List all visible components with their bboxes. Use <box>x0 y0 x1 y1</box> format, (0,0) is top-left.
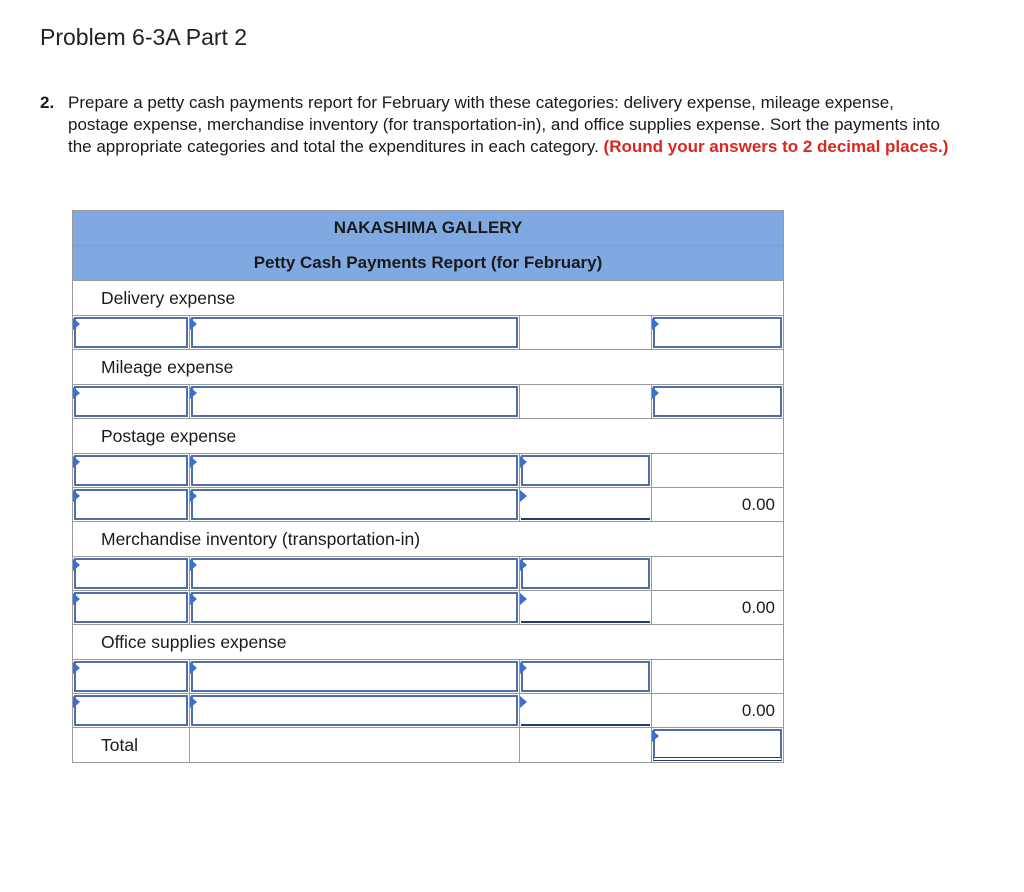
delivery-date-input[interactable] <box>73 316 190 350</box>
category-postage: Postage expense <box>73 419 784 454</box>
category-merchandise: Merchandise inventory (transportation-in) <box>73 522 784 557</box>
mileage-desc-input[interactable] <box>190 385 520 419</box>
office-date-input-2[interactable] <box>73 694 190 728</box>
office-desc-input-1[interactable] <box>190 660 520 694</box>
merch-desc-input-1[interactable] <box>190 557 520 591</box>
dropdown-arrow-icon <box>652 318 659 330</box>
postage-date-input-1[interactable] <box>73 454 190 488</box>
postage-amount-input-1[interactable] <box>520 454 652 488</box>
dropdown-arrow-icon <box>73 387 80 399</box>
office-date-input-1[interactable] <box>73 660 190 694</box>
merch-amount-input-1[interactable] <box>520 557 652 591</box>
office-subtotal: 0.00 <box>652 694 784 728</box>
office-desc-input-2[interactable] <box>190 694 520 728</box>
dropdown-arrow-icon <box>190 387 197 399</box>
category-delivery: Delivery expense <box>73 281 784 316</box>
delivery-desc-input[interactable] <box>190 316 520 350</box>
postage-date-input-2[interactable] <box>73 488 190 522</box>
delivery-blank-cell <box>520 316 652 350</box>
dropdown-arrow-icon <box>73 593 80 605</box>
dropdown-arrow-icon <box>190 662 197 674</box>
merch-blank-cell <box>652 557 784 591</box>
dropdown-arrow-icon <box>520 490 527 502</box>
dropdown-arrow-icon <box>190 318 197 330</box>
dropdown-arrow-icon <box>520 593 527 605</box>
company-name: NAKASHIMA GALLERY <box>73 211 784 246</box>
merch-desc-input-2[interactable] <box>190 591 520 625</box>
office-amount-input-2[interactable] <box>520 694 652 728</box>
dropdown-arrow-icon <box>520 696 527 708</box>
dropdown-arrow-icon <box>190 456 197 468</box>
merch-date-input-1[interactable] <box>73 557 190 591</box>
dropdown-arrow-icon <box>520 662 527 674</box>
mileage-date-input[interactable] <box>73 385 190 419</box>
dropdown-arrow-icon <box>73 490 80 502</box>
mileage-total-input[interactable] <box>652 385 784 419</box>
total-label: Total <box>73 728 190 763</box>
instruction-number: 2. <box>40 93 55 112</box>
category-mileage: Mileage expense <box>73 350 784 385</box>
dropdown-arrow-icon <box>652 387 659 399</box>
dropdown-arrow-icon <box>73 662 80 674</box>
office-amount-input-1[interactable] <box>520 660 652 694</box>
mileage-blank-cell <box>520 385 652 419</box>
merch-date-input-2[interactable] <box>73 591 190 625</box>
dropdown-arrow-icon <box>73 318 80 330</box>
dropdown-arrow-icon <box>190 490 197 502</box>
rounding-note: (Round your answers to 2 decimal places.) <box>603 137 949 156</box>
report-subtitle: Petty Cash Payments Report (for February) <box>73 246 784 281</box>
postage-subtotal: 0.00 <box>652 488 784 522</box>
postage-desc-input-2[interactable] <box>190 488 520 522</box>
office-blank-cell <box>652 660 784 694</box>
merch-amount-input-2[interactable] <box>520 591 652 625</box>
dropdown-arrow-icon <box>73 696 80 708</box>
delivery-total-input[interactable] <box>652 316 784 350</box>
instruction-text: Prepare a petty cash payments report for February with these categories: delivery expense, mileage expense, postage expense, merchandise inventory (for transportation-in), and office supplies expense. Sort the payments into the appropriate categories and total the expenditures in each category. <box>68 93 940 156</box>
instructions <box>40 92 955 158</box>
page-title: Problem 6-3A Part 2 <box>40 24 248 50</box>
total-blank-cell-2 <box>520 728 652 763</box>
petty-cash-report-table <box>72 210 784 763</box>
dropdown-arrow-icon <box>520 559 527 571</box>
total-blank-cell-1 <box>190 728 520 763</box>
dropdown-arrow-icon <box>73 559 80 571</box>
dropdown-arrow-icon <box>190 696 197 708</box>
dropdown-arrow-icon <box>190 593 197 605</box>
postage-amount-input-2[interactable] <box>520 488 652 522</box>
dropdown-arrow-icon <box>190 559 197 571</box>
grand-total-input[interactable] <box>652 728 784 763</box>
merch-subtotal: 0.00 <box>652 591 784 625</box>
postage-blank-cell <box>652 454 784 488</box>
postage-desc-input-1[interactable] <box>190 454 520 488</box>
dropdown-arrow-icon <box>73 456 80 468</box>
dropdown-arrow-icon <box>520 456 527 468</box>
dropdown-arrow-icon <box>652 730 659 742</box>
category-office-supplies: Office supplies expense <box>73 625 784 660</box>
